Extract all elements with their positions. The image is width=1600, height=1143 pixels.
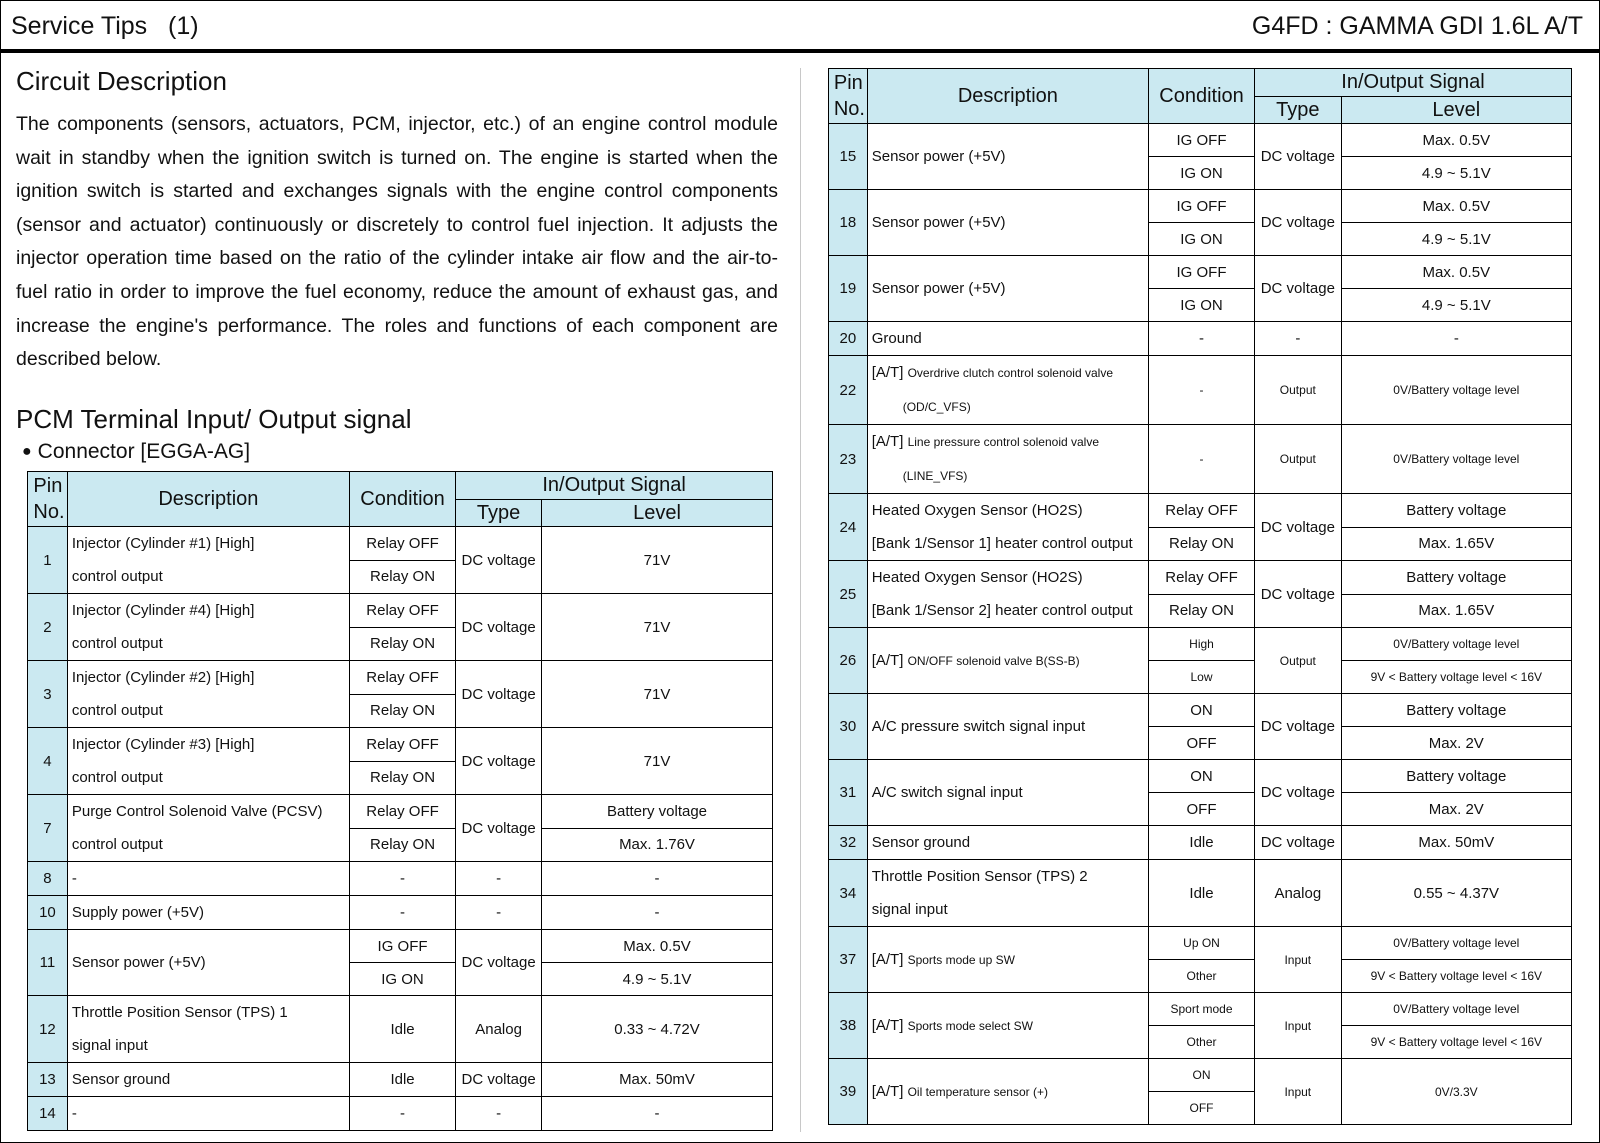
condition-cell: - bbox=[349, 896, 455, 930]
table-row bbox=[829, 760, 1572, 793]
at-tag: [A/T] bbox=[871, 1017, 904, 1034]
description-line: Sensor ground bbox=[871, 834, 971, 851]
description-cell bbox=[67, 594, 349, 661]
type-cell: DC voltage bbox=[456, 594, 542, 661]
bullet-icon: ● bbox=[22, 443, 32, 460]
condition-cell: Sport mode bbox=[1149, 993, 1255, 1026]
description-cell bbox=[867, 561, 1148, 628]
pin-number-cell: 32 bbox=[829, 826, 868, 860]
type-cell: - bbox=[456, 1097, 542, 1131]
description-line: Ground bbox=[871, 330, 922, 347]
level-cell: 4.9 ~ 5.1V bbox=[1341, 289, 1571, 322]
description-cell bbox=[867, 694, 1148, 760]
description-cell bbox=[867, 425, 1148, 494]
pin-number-cell: 31 bbox=[829, 760, 868, 826]
description-line: Throttle Position Sensor (TPS) 1 bbox=[71, 1004, 288, 1021]
type-cell: DC voltage bbox=[1255, 826, 1342, 860]
description-cell bbox=[67, 896, 349, 930]
table-row bbox=[28, 896, 773, 930]
description-line: Sports mode select SW bbox=[907, 1019, 1033, 1033]
pin-number-cell: 22 bbox=[829, 356, 868, 425]
level-cell: Max. 0.5V bbox=[542, 930, 773, 963]
condition-cell: Other bbox=[1149, 1026, 1255, 1059]
header-title: Service Tips (1) bbox=[11, 12, 199, 40]
pin-number-cell: 20 bbox=[829, 322, 868, 356]
description-line: control output bbox=[71, 702, 163, 719]
description-cell bbox=[67, 862, 349, 896]
level-cell: 4.9 ~ 5.1V bbox=[1341, 223, 1571, 256]
description-line: signal input bbox=[71, 1037, 148, 1054]
description-cell bbox=[67, 1063, 349, 1097]
description-header: Description bbox=[867, 69, 1148, 124]
table-row bbox=[829, 1059, 1572, 1092]
description-cell bbox=[67, 1097, 349, 1131]
level-cell: Max. 2V bbox=[1341, 727, 1571, 760]
table-row bbox=[28, 1063, 773, 1097]
pin-number-cell: 19 bbox=[829, 256, 868, 322]
level-cell: 0V/Battery voltage level bbox=[1341, 993, 1571, 1026]
condition-cell: IG ON bbox=[1149, 157, 1255, 190]
condition-header: Condition bbox=[349, 472, 455, 527]
description-line: Injector (Cylinder #3) [High] bbox=[71, 736, 255, 753]
pin-number-cell: 12 bbox=[28, 996, 68, 1063]
pin-number-cell: 15 bbox=[829, 124, 868, 190]
description-cell bbox=[867, 1059, 1148, 1125]
condition-cell: Relay ON bbox=[1149, 527, 1255, 561]
pin-number-cell: 23 bbox=[829, 425, 868, 494]
header-bar bbox=[1, 1, 1599, 53]
description-line: Sensor power (+5V) bbox=[871, 280, 1006, 297]
level-cell: 9V < Battery voltage level < 16V bbox=[1341, 960, 1571, 993]
table-row bbox=[829, 124, 1572, 157]
table-row bbox=[829, 860, 1572, 927]
table-row bbox=[28, 930, 773, 963]
condition-cell: Relay OFF bbox=[349, 795, 455, 829]
type-header: Type bbox=[1255, 97, 1342, 124]
level-cell: 4.9 ~ 5.1V bbox=[1341, 157, 1571, 190]
type-cell: Output bbox=[1255, 425, 1342, 494]
at-tag: [A/T] bbox=[871, 652, 904, 669]
pin-number-cell: 14 bbox=[28, 1097, 68, 1131]
level-cell: Max. 50mV bbox=[542, 1063, 773, 1097]
condition-cell: OFF bbox=[1149, 793, 1255, 826]
pin-number-cell: 24 bbox=[829, 494, 868, 561]
table-row bbox=[829, 356, 1572, 425]
level-cell: 71V bbox=[542, 527, 773, 594]
pin-number-cell: 30 bbox=[829, 694, 868, 760]
at-tag: [A/T] bbox=[871, 364, 904, 381]
table-row bbox=[829, 561, 1572, 595]
level-cell: Battery voltage bbox=[1341, 760, 1571, 793]
level-cell: 0V/Battery voltage level bbox=[1341, 356, 1571, 425]
condition-cell: - bbox=[1149, 425, 1255, 494]
level-cell: 4.9 ~ 5.1V bbox=[542, 963, 773, 996]
table-row bbox=[829, 694, 1572, 727]
description-line: Injector (Cylinder #2) [High] bbox=[71, 669, 255, 686]
pin-number-cell: 38 bbox=[829, 993, 868, 1059]
level-cell: Max. 1.76V bbox=[542, 828, 773, 862]
level-cell: 9V < Battery voltage level < 16V bbox=[1341, 1026, 1571, 1059]
condition-cell: IG OFF bbox=[1149, 256, 1255, 289]
connector-label bbox=[22, 440, 250, 464]
table-row bbox=[28, 1097, 773, 1131]
type-cell: DC voltage bbox=[1255, 494, 1342, 561]
level-header: Level bbox=[1341, 97, 1571, 124]
condition-cell: Other bbox=[1149, 960, 1255, 993]
description-line: Throttle Position Sensor (TPS) 2 bbox=[871, 868, 1088, 885]
description-line: Sensor power (+5V) bbox=[871, 148, 1006, 165]
level-cell: 71V bbox=[542, 661, 773, 728]
description-cell bbox=[867, 927, 1148, 993]
engine-model: G4FD : GAMMA GDI 1.6L A/T bbox=[1251, 12, 1583, 40]
level-cell: Battery voltage bbox=[1341, 561, 1571, 595]
level-cell: 0.33 ~ 4.72V bbox=[542, 996, 773, 1063]
pin-number-cell: 7 bbox=[28, 795, 68, 862]
type-cell: DC voltage bbox=[456, 1063, 542, 1097]
condition-cell: Idle bbox=[1149, 860, 1255, 927]
description-cell bbox=[67, 527, 349, 594]
condition-cell: Relay ON bbox=[1149, 594, 1255, 628]
level-header: Level bbox=[542, 500, 773, 527]
level-cell: Max. 0.5V bbox=[1341, 256, 1571, 289]
level-cell: 0V/Battery voltage level bbox=[1341, 927, 1571, 960]
condition-cell: ON bbox=[1149, 760, 1255, 793]
description-cell bbox=[67, 728, 349, 795]
type-cell: DC voltage bbox=[1255, 124, 1342, 190]
description-line: Sensor ground bbox=[71, 1071, 171, 1088]
condition-cell: Idle bbox=[349, 1063, 455, 1097]
level-cell: Battery voltage bbox=[1341, 494, 1571, 528]
pin-number-cell: 34 bbox=[829, 860, 868, 927]
level-cell: 0V/Battery voltage level bbox=[1341, 425, 1571, 494]
condition-cell: IG OFF bbox=[1149, 124, 1255, 157]
condition-cell: OFF bbox=[1149, 727, 1255, 760]
type-cell: DC voltage bbox=[1255, 760, 1342, 826]
pin-table-left bbox=[27, 471, 773, 1131]
type-cell: - bbox=[1255, 322, 1342, 356]
at-tag: [A/T] bbox=[871, 1083, 904, 1100]
description-line: Overdrive clutch control solenoid valve bbox=[907, 366, 1113, 380]
type-cell: DC voltage bbox=[456, 930, 542, 996]
type-cell: - bbox=[456, 862, 542, 896]
description-line: Injector (Cylinder #4) [High] bbox=[71, 602, 255, 619]
description-line: control output bbox=[71, 769, 163, 786]
condition-cell: ON bbox=[1149, 1059, 1255, 1092]
type-cell: Analog bbox=[456, 996, 542, 1063]
circuit-description-title: Circuit Description bbox=[16, 66, 227, 96]
description-cell bbox=[867, 256, 1148, 322]
connector-name: Connector [EGGA-AG] bbox=[37, 440, 251, 463]
condition-header: Condition bbox=[1149, 69, 1255, 124]
pin-number-cell: 4 bbox=[28, 728, 68, 795]
level-cell: 0V/3.3V bbox=[1341, 1059, 1571, 1125]
condition-cell: Relay ON bbox=[349, 627, 455, 661]
pin-number-cell: 11 bbox=[28, 930, 68, 996]
description-cell bbox=[867, 993, 1148, 1059]
pin-header: Pin No. bbox=[829, 69, 868, 124]
condition-cell: Low bbox=[1149, 661, 1255, 694]
level-cell: 71V bbox=[542, 594, 773, 661]
type-cell: Input bbox=[1255, 1059, 1342, 1125]
description-cell bbox=[867, 124, 1148, 190]
table-row bbox=[28, 661, 773, 695]
level-cell: Battery voltage bbox=[1341, 694, 1571, 727]
description-line: A/C pressure switch signal input bbox=[871, 718, 1086, 735]
description-line: Sensor power (+5V) bbox=[71, 954, 206, 971]
description-cell bbox=[867, 628, 1148, 694]
condition-cell: IG ON bbox=[1149, 289, 1255, 322]
level-cell: Max. 0.5V bbox=[1341, 190, 1571, 223]
condition-cell: Up ON bbox=[1149, 927, 1255, 960]
type-cell: DC voltage bbox=[1255, 694, 1342, 760]
table-row bbox=[829, 494, 1572, 528]
condition-cell: IG ON bbox=[1149, 223, 1255, 256]
description-cell bbox=[867, 860, 1148, 927]
description-header: Description bbox=[67, 472, 349, 527]
table-row bbox=[829, 425, 1572, 494]
pin-number-cell: 8 bbox=[28, 862, 68, 896]
pin-number-cell: 10 bbox=[28, 896, 68, 930]
signal-header: In/Output Signal bbox=[1255, 69, 1572, 97]
condition-cell: High bbox=[1149, 628, 1255, 661]
condition-cell: IG ON bbox=[349, 963, 455, 996]
description-line: Injector (Cylinder #1) [High] bbox=[71, 535, 255, 552]
at-tag: [A/T] bbox=[871, 433, 904, 450]
condition-cell: OFF bbox=[1149, 1092, 1255, 1125]
description-line: - bbox=[71, 870, 77, 887]
pin-table-right bbox=[828, 68, 1572, 1125]
condition-cell: Relay ON bbox=[349, 560, 455, 594]
description-cell bbox=[867, 826, 1148, 860]
condition-cell: Relay OFF bbox=[349, 527, 455, 561]
level-cell: - bbox=[542, 1097, 773, 1131]
type-cell: Input bbox=[1255, 927, 1342, 993]
description-cell bbox=[67, 795, 349, 862]
table-row bbox=[28, 795, 773, 829]
pin-number-cell: 39 bbox=[829, 1059, 868, 1125]
description-cell bbox=[867, 322, 1148, 356]
condition-cell: Relay OFF bbox=[1149, 494, 1255, 528]
description-line: - bbox=[71, 1105, 77, 1122]
type-cell: DC voltage bbox=[1255, 190, 1342, 256]
table-row bbox=[829, 256, 1572, 289]
pin-number-cell: 3 bbox=[28, 661, 68, 728]
table-row bbox=[28, 527, 773, 561]
pin-number-cell: 2 bbox=[28, 594, 68, 661]
condition-cell: Relay OFF bbox=[349, 728, 455, 762]
description-line: ON/OFF solenoid valve B(SS-B) bbox=[907, 654, 1080, 668]
pin-number-cell: 25 bbox=[829, 561, 868, 628]
description-line: Sensor power (+5V) bbox=[871, 214, 1006, 231]
type-cell: DC voltage bbox=[456, 795, 542, 862]
level-cell: Max. 0.5V bbox=[1341, 124, 1571, 157]
condition-cell: Relay OFF bbox=[1149, 561, 1255, 595]
table-row bbox=[829, 628, 1572, 661]
condition-cell: Idle bbox=[1149, 826, 1255, 860]
table-row bbox=[28, 594, 773, 628]
level-cell: 0V/Battery voltage level bbox=[1341, 628, 1571, 661]
level-cell: 0.55 ~ 4.37V bbox=[1341, 860, 1571, 927]
condition-cell: Relay OFF bbox=[349, 594, 455, 628]
level-cell: Max. 2V bbox=[1341, 793, 1571, 826]
level-cell: Max. 1.65V bbox=[1341, 527, 1571, 561]
level-cell: Max. 1.65V bbox=[1341, 594, 1571, 628]
pin-header: Pin No. bbox=[28, 472, 68, 527]
pin-number-cell: 13 bbox=[28, 1063, 68, 1097]
description-line: (OD/C_VFS) bbox=[902, 400, 971, 414]
condition-cell: Idle bbox=[349, 996, 455, 1063]
description-line: [Bank 1/Sensor 2] heater control output bbox=[871, 602, 1133, 619]
description-line: signal input bbox=[871, 901, 948, 918]
table-row bbox=[829, 993, 1572, 1026]
type-header: Type bbox=[456, 500, 542, 527]
table-row bbox=[829, 322, 1572, 356]
description-cell bbox=[867, 494, 1148, 561]
level-cell: 71V bbox=[542, 728, 773, 795]
column-divider bbox=[800, 68, 801, 1132]
description-line: control output bbox=[71, 836, 163, 853]
condition-cell: - bbox=[1149, 322, 1255, 356]
pin-number-cell: 18 bbox=[829, 190, 868, 256]
description-line: control output bbox=[71, 568, 163, 585]
condition-cell: ON bbox=[1149, 694, 1255, 727]
level-cell: - bbox=[1341, 322, 1571, 356]
description-line: [Bank 1/Sensor 1] heater control output bbox=[871, 535, 1133, 552]
circuit-description-body: The components (sensors, actuators, PCM, injector, etc.) of an engine control module wait in standby when the ignition switch is turned on. The engine is started when the ignition switch is started and exchanges signals with the engine control components (sensor and actuator) continuously or discretely to control fuel injection. It adjusts the injector operation time based on the ratio of the cylinder intake air flow and the air-to-fuel ratio in order to improve the fuel economy, reduce the amount of exhaust gas, and increase the engine's performance. The roles and functions of each component are described below. bbox=[16, 113, 778, 371]
description-cell bbox=[867, 190, 1148, 256]
description-line: Line pressure control solenoid valve bbox=[907, 435, 1100, 449]
condition-cell: Relay OFF bbox=[349, 661, 455, 695]
description-cell bbox=[67, 930, 349, 996]
level-cell: - bbox=[542, 896, 773, 930]
condition-cell: - bbox=[349, 862, 455, 896]
at-tag: [A/T] bbox=[871, 951, 904, 968]
condition-cell: - bbox=[1149, 356, 1255, 425]
signal-header: In/Output Signal bbox=[456, 472, 773, 500]
condition-cell: IG OFF bbox=[349, 930, 455, 963]
condition-cell: IG OFF bbox=[1149, 190, 1255, 223]
pcm-section-title: PCM Terminal Input/ Output signal bbox=[16, 404, 412, 434]
type-cell: Input bbox=[1255, 993, 1342, 1059]
pin-number-cell: 26 bbox=[829, 628, 868, 694]
type-cell: Output bbox=[1255, 628, 1342, 694]
type-cell: DC voltage bbox=[456, 527, 542, 594]
type-cell: DC voltage bbox=[456, 728, 542, 795]
type-cell: DC voltage bbox=[1255, 561, 1342, 628]
level-cell: - bbox=[542, 862, 773, 896]
description-line: A/C switch signal input bbox=[871, 784, 1023, 801]
type-cell: Analog bbox=[1255, 860, 1342, 927]
description-line: Sports mode up SW bbox=[907, 953, 1015, 967]
level-cell: Battery voltage bbox=[542, 795, 773, 829]
description-cell bbox=[867, 356, 1148, 425]
table-row bbox=[28, 996, 773, 1063]
description-cell bbox=[67, 996, 349, 1063]
description-cell bbox=[867, 760, 1148, 826]
table-row bbox=[28, 728, 773, 762]
description-line: control output bbox=[71, 635, 163, 652]
description-line: Supply power (+5V) bbox=[71, 904, 204, 921]
type-cell: Output bbox=[1255, 356, 1342, 425]
type-cell: DC voltage bbox=[1255, 256, 1342, 322]
description-cell bbox=[67, 661, 349, 728]
description-line: Oil temperature sensor (+) bbox=[907, 1085, 1048, 1099]
condition-cell: Relay ON bbox=[349, 828, 455, 862]
description-line: Heated Oxygen Sensor (HO2S) bbox=[871, 569, 1083, 586]
type-cell: - bbox=[456, 896, 542, 930]
description-line: Purge Control Solenoid Valve (PCSV) bbox=[71, 803, 323, 820]
pin-number-cell: 37 bbox=[829, 927, 868, 993]
table-row bbox=[829, 826, 1572, 860]
table-row bbox=[829, 927, 1572, 960]
table-row bbox=[829, 190, 1572, 223]
description-line: (LINE_VFS) bbox=[902, 469, 968, 483]
condition-cell: Relay ON bbox=[349, 694, 455, 728]
condition-cell: - bbox=[349, 1097, 455, 1131]
condition-cell: Relay ON bbox=[349, 761, 455, 795]
pin-number-cell: 1 bbox=[28, 527, 68, 594]
level-cell: Max. 50mV bbox=[1341, 826, 1571, 860]
type-cell: DC voltage bbox=[456, 661, 542, 728]
description-line: Heated Oxygen Sensor (HO2S) bbox=[871, 502, 1083, 519]
table-row bbox=[28, 862, 773, 896]
level-cell: 9V < Battery voltage level < 16V bbox=[1341, 661, 1571, 694]
